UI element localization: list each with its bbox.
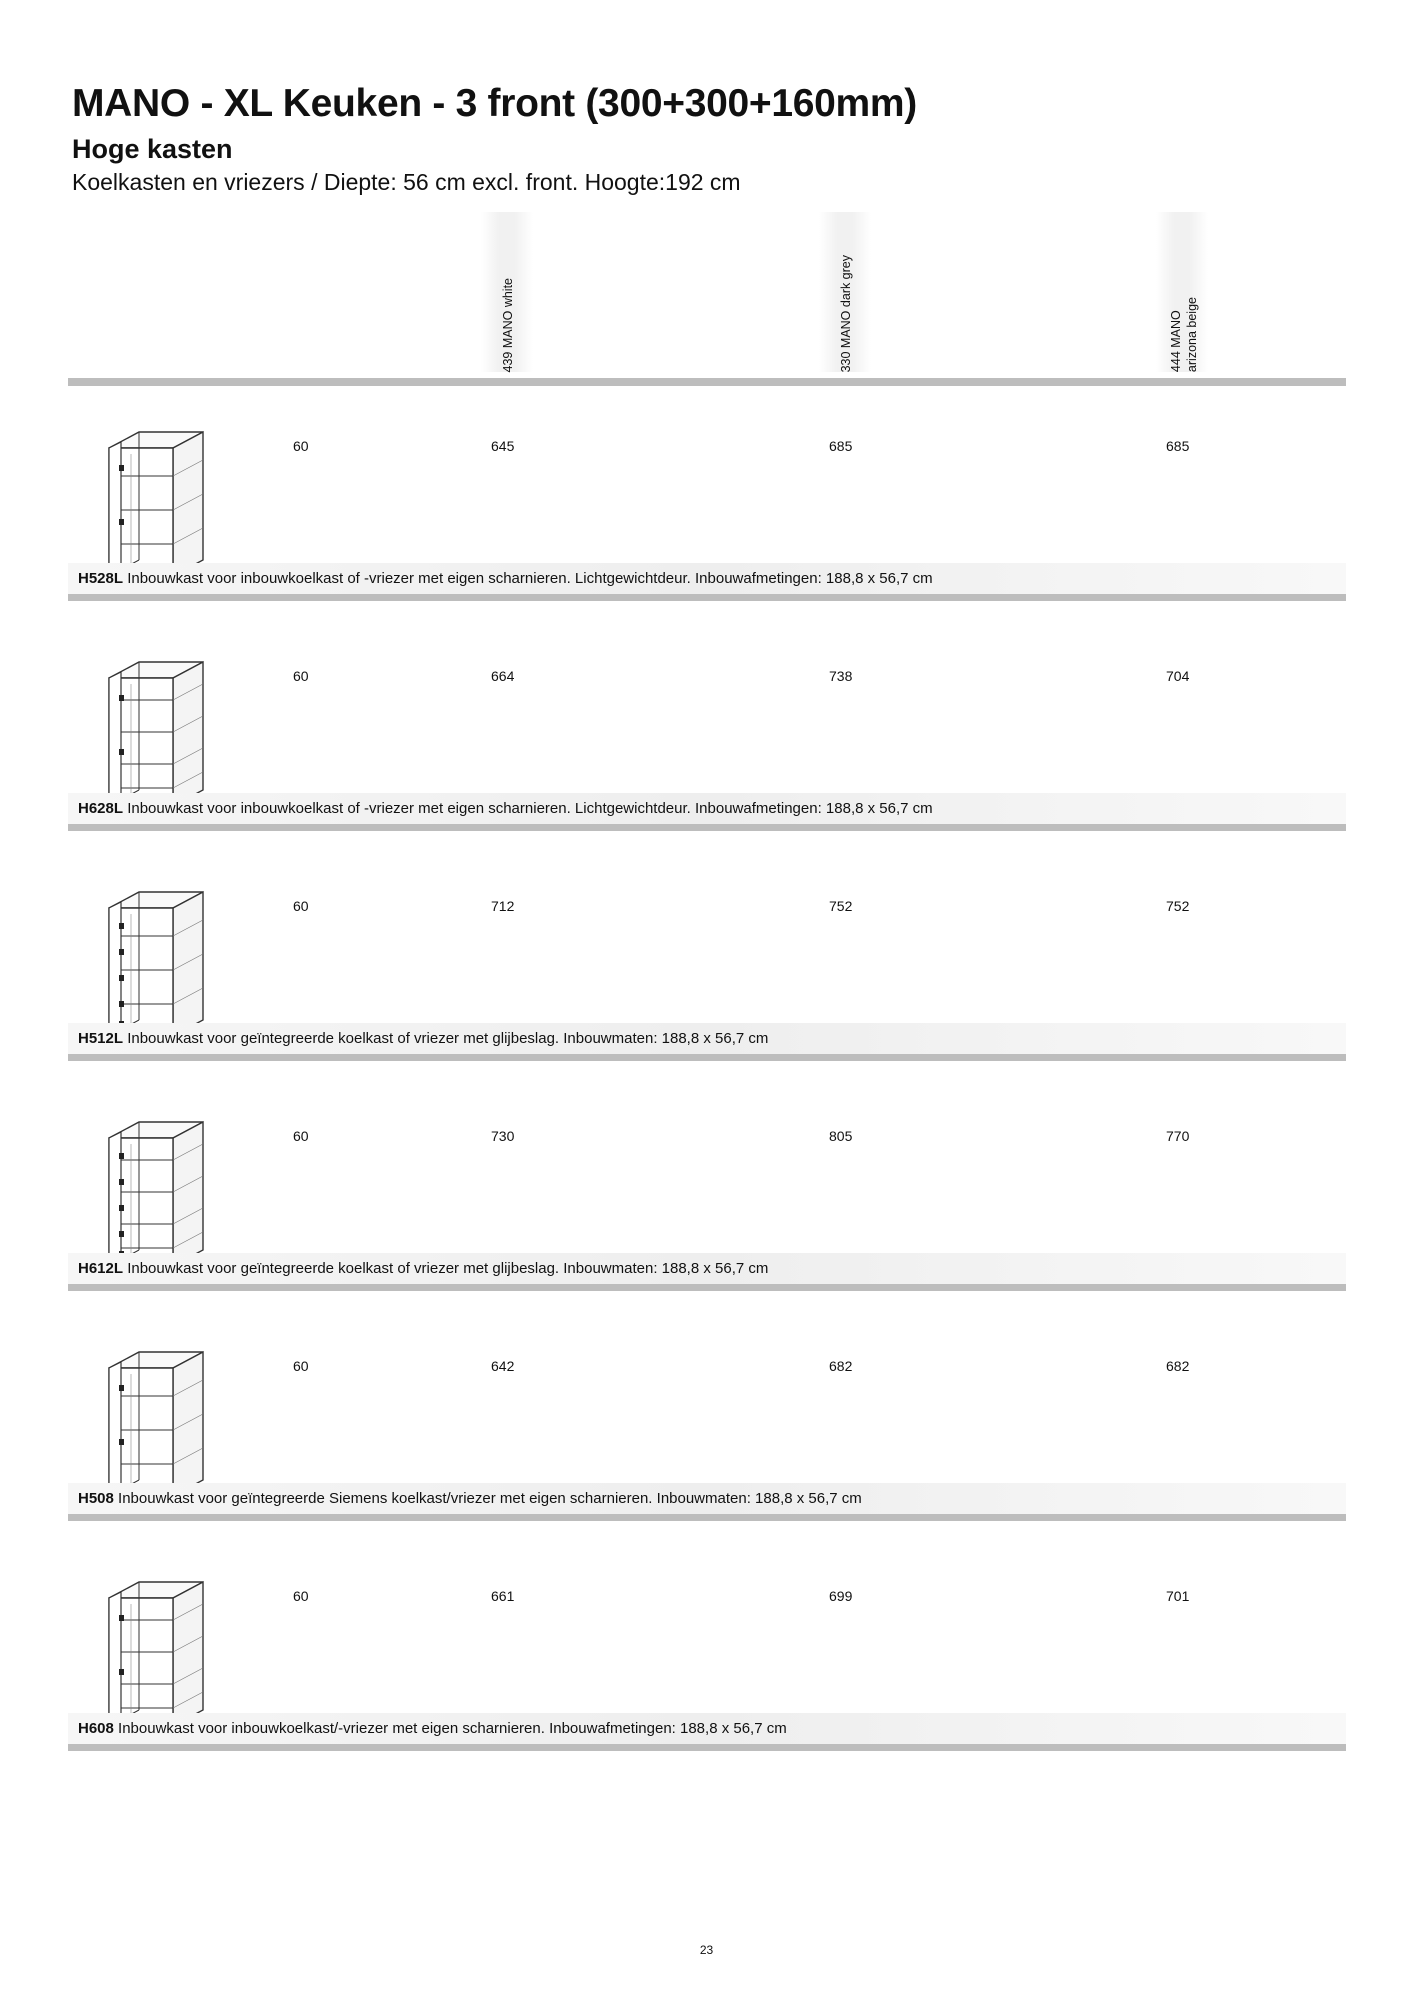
product-row	[68, 1320, 1346, 1550]
description-bar	[68, 563, 1346, 594]
page-number: 23	[699, 1943, 714, 1957]
product-row	[68, 1550, 1346, 1780]
price-dark-grey-cell: 699	[829, 1588, 853, 1604]
width-cell: 60	[293, 898, 309, 914]
price-arizona-beige-cell: 682	[1166, 1358, 1190, 1374]
product-description	[78, 1030, 768, 1047]
row-divider	[68, 824, 1346, 831]
column-header-arizona-beige: 444 MANO arizona beige	[1169, 296, 1199, 372]
product-row	[68, 400, 1346, 630]
product-description-text: Inbouwkast voor geïntegreerde koelkast of vriezer met glijbeslag. Inbouwmaten: 188,8 x 56,7 cm	[127, 1260, 769, 1277]
price-white-cell: 645	[491, 438, 515, 454]
header-divider	[68, 378, 1346, 386]
product-code: H608	[78, 1720, 114, 1737]
price-dark-grey-cell: 682	[829, 1358, 853, 1374]
tall-cabinet-icon	[101, 1568, 213, 1728]
price-dark-grey-cell: 738	[829, 668, 853, 684]
product-description-text: Inbouwkast voor inbouwkoelkast of -vriezer met eigen scharnieren. Lichtgewichtdeur. Inbouwafmetingen: 188,8 x 56,7 cm	[127, 800, 933, 817]
product-description	[78, 570, 933, 587]
width-cell: 60	[293, 668, 309, 684]
price-white-cell: 730	[491, 1128, 515, 1144]
column-header-dark-grey: 330 MANO dark grey	[839, 254, 853, 372]
width-cell: 60	[293, 1588, 309, 1604]
price-white-cell: 642	[491, 1358, 515, 1374]
description-bar	[68, 1253, 1346, 1284]
price-white-cell: 661	[491, 1588, 515, 1604]
width-cell: 60	[293, 1358, 309, 1374]
page-subtitle: Koelkasten en vriezers / Diepte: 56 cm excl. front. Hoogte:192 cm	[72, 169, 741, 195]
tall-cabinet-icon	[101, 878, 213, 1038]
description-bar	[68, 1023, 1346, 1054]
product-code: H612L	[78, 1260, 124, 1277]
product-code: H512L	[78, 1030, 124, 1047]
product-description	[78, 1720, 787, 1737]
tall-cabinet-icon	[101, 418, 213, 578]
row-divider	[68, 1054, 1346, 1061]
row-divider	[68, 594, 1346, 601]
product-description	[78, 1260, 768, 1277]
product-description-text: Inbouwkast voor inbouwkoelkast of -vriezer met eigen scharnieren. Lichtgewichtdeur. Inbouwafmetingen: 188,8 x 56,7 cm	[127, 570, 933, 587]
price-arizona-beige-cell: 701	[1166, 1588, 1190, 1604]
price-arizona-beige-cell: 752	[1166, 898, 1190, 914]
product-row	[68, 860, 1346, 1090]
price-arizona-beige-cell: 685	[1166, 438, 1190, 454]
description-bar	[68, 793, 1346, 824]
description-bar	[68, 1713, 1346, 1744]
width-cell: 60	[293, 438, 309, 454]
tall-cabinet-icon	[101, 648, 213, 808]
product-code: H508	[78, 1490, 114, 1507]
row-divider	[68, 1284, 1346, 1291]
section-title: Hoge kasten	[72, 134, 233, 164]
price-dark-grey-cell: 805	[829, 1128, 853, 1144]
product-code: H628L	[78, 800, 124, 817]
price-dark-grey-cell: 685	[829, 438, 853, 454]
tall-cabinet-icon	[101, 1108, 213, 1268]
price-white-cell: 664	[491, 668, 515, 684]
description-bar	[68, 1483, 1346, 1514]
product-description-text: Inbouwkast voor geïntegreerde koelkast of vriezer met glijbeslag. Inbouwmaten: 188,8 x 56,7 cm	[127, 1030, 769, 1047]
product-row	[68, 1090, 1346, 1320]
product-description-text: Inbouwkast voor inbouwkoelkast/-vriezer met eigen scharnieren. Inbouwafmetingen: 188,8 x 56,7 cm	[118, 1720, 787, 1737]
product-row	[68, 630, 1346, 860]
product-description	[78, 800, 933, 817]
price-arizona-beige-cell: 770	[1166, 1128, 1190, 1144]
column-header-white: 439 MANO white	[501, 277, 515, 372]
width-cell: 60	[293, 1128, 309, 1144]
product-description-text: Inbouwkast voor geïntegreerde Siemens koelkast/vriezer met eigen scharnieren. Inbouwmaten: 188,8 x 56,7 cm	[118, 1490, 862, 1507]
product-description	[78, 1490, 862, 1507]
row-divider	[68, 1744, 1346, 1751]
price-dark-grey-cell: 752	[829, 898, 853, 914]
page-title: MANO - XL Keuken - 3 front (300+300+160mm)	[72, 82, 917, 125]
product-code: H528L	[78, 570, 124, 587]
row-divider	[68, 1514, 1346, 1521]
price-arizona-beige-cell: 704	[1166, 668, 1190, 684]
tall-cabinet-icon	[101, 1338, 213, 1498]
price-white-cell: 712	[491, 898, 515, 914]
